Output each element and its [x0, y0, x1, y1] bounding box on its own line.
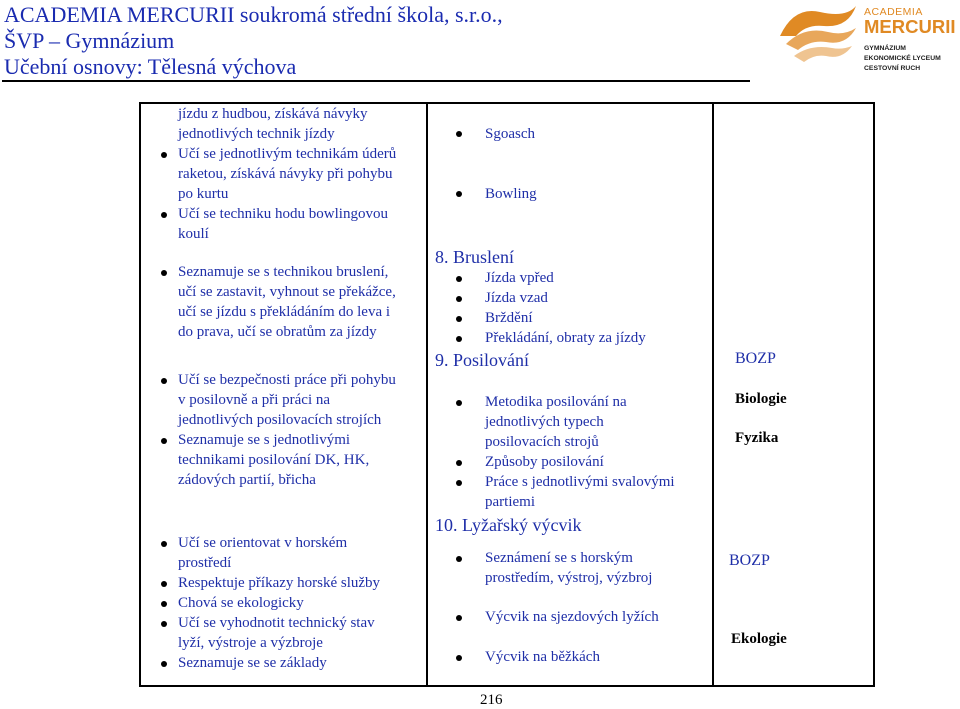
logo-sub-3: CESTOVNÍ RUCH	[864, 65, 921, 72]
bullet-icon	[456, 655, 462, 661]
outcome-line: Učí se jednotlivým technikám úderů	[178, 146, 397, 162]
bullet-icon	[161, 212, 167, 218]
outcome-line: učí se jízdu s překládáním do leva i	[178, 304, 391, 320]
bullet-icon	[456, 336, 462, 342]
topic-item: Způsoby posilování	[485, 454, 604, 470]
topic-item: Sgoasch	[485, 126, 535, 142]
topic-item-cont: partiemi	[485, 494, 535, 510]
outcome-line: Učí se techniku hodu bowlingovou	[178, 206, 388, 222]
bullet-icon	[456, 131, 462, 137]
outcomes-cell	[140, 103, 427, 686]
link-fyzika: Fyzika	[735, 430, 779, 446]
outcome-line: Seznamuje se s jednotlivými	[178, 432, 351, 448]
bullet-icon	[456, 480, 462, 486]
outcomes-column	[141, 104, 426, 685]
outcome-line: Učí se bezpečnosti práce při pohybu	[178, 372, 396, 388]
bullet-icon	[456, 276, 462, 282]
bullet-icon	[456, 400, 462, 406]
page-number: 216	[480, 692, 503, 708]
outcome-line: Chová se ekologicky	[178, 595, 304, 611]
content-column	[428, 104, 712, 685]
topic-item-cont: posilovacích strojů	[485, 434, 599, 450]
mercury-emblem-icon	[776, 2, 860, 74]
topic-item: Výcvik na sjezdových lyžích	[485, 609, 659, 625]
topic-item: Jízda vpřed	[485, 270, 554, 286]
section-title-posilovani: 9. Posilování	[435, 350, 530, 370]
outcome-line: raketou, získává návyky při pohybu	[178, 166, 393, 182]
outcome-line: jízdu z hudbou, získává návyky	[178, 106, 368, 122]
bullet-icon	[161, 581, 167, 587]
outcome-line: Seznamuje se s technikou bruslení,	[178, 264, 389, 280]
topic-item: Překládání, obraty za jízdy	[485, 330, 646, 346]
links-column	[714, 104, 873, 685]
bullet-icon	[456, 556, 462, 562]
link-biologie: Biologie	[735, 391, 787, 407]
links-cell	[713, 103, 874, 686]
outcome-line: učí se zastavit, vyhnout se překážce,	[178, 284, 396, 300]
bullet-icon	[161, 438, 167, 444]
section-title-lyzarsky: 10. Lyžařský výcvik	[435, 515, 582, 535]
bullet-icon	[161, 378, 167, 384]
outcome-line: Učí se vyhodnotit technický stav	[178, 615, 375, 631]
bullet-icon	[161, 601, 167, 607]
bullet-icon	[161, 661, 167, 667]
outcome-line: v posilovně a při práci na	[178, 392, 331, 408]
bullet-icon	[456, 460, 462, 466]
topic-item-cont: jednotlivých typech	[485, 414, 604, 430]
outcome-line: do prava, učí se obratům za jízdy	[178, 324, 377, 340]
outcome-line: zádových partií, břicha	[178, 472, 316, 488]
section-title-bruslen: 8. Bruslení	[435, 247, 514, 267]
topic-item: Práce s jednotlivými svalovými	[485, 474, 675, 490]
curriculum-table	[139, 102, 875, 687]
bullet-icon	[456, 191, 462, 197]
bullet-icon	[161, 152, 167, 158]
topic-item: Brždění	[485, 310, 533, 326]
bullet-icon	[456, 316, 462, 322]
link-ekologie: Ekologie	[731, 631, 787, 647]
topic-item-cont: prostředím, výstroj, výzbroj	[485, 570, 653, 586]
topic-item: Seznámení se s horským	[485, 550, 633, 566]
outcome-line: prostředí	[178, 555, 232, 571]
outcome-line: technikami posilování DK, HK,	[178, 452, 370, 468]
outcome-line: Učí se orientovat v horském	[178, 535, 348, 551]
topic-item: Metodika posilování na	[485, 394, 627, 410]
bullet-icon	[161, 541, 167, 547]
bullet-icon	[161, 621, 167, 627]
content-cell	[427, 103, 713, 686]
outcome-line: jednotlivých technik jízdy	[178, 126, 335, 142]
logo-brand-main: MERCURII	[864, 16, 956, 37]
bullet-icon	[456, 615, 462, 621]
outcome-line: jednotlivých posilovacích strojích	[178, 412, 382, 428]
topic-item: Výcvik na běžkách	[485, 649, 600, 665]
logo-brand-top: ACADEMIA	[864, 6, 923, 18]
topic-item: Bowling	[485, 186, 537, 202]
bullet-icon	[456, 296, 462, 302]
outcome-line: lyží, výstroje a výzbroje	[178, 635, 323, 651]
outcome-line: koulí	[178, 226, 209, 242]
logo-sub-2: EKONOMICKÉ LYCEUM	[864, 55, 941, 62]
bullet-icon	[161, 270, 167, 276]
academia-mercurii-logo	[776, 2, 960, 76]
header-line-3: Učební osnovy: Tělesná výchova	[4, 54, 297, 79]
outcome-line: po kurtu	[178, 186, 229, 202]
link-bozp: BOZP	[729, 552, 770, 569]
topic-item: Jízda vzad	[485, 290, 548, 306]
outcome-line: Seznamuje se se základy	[178, 655, 327, 671]
link-bozp: BOZP	[735, 350, 776, 367]
header-rule	[2, 80, 750, 82]
logo-sub-1: GYMNÁZIUM	[864, 45, 906, 52]
header-line-2: ŠVP – Gymnázium	[4, 28, 175, 53]
outcome-line: Respektuje příkazy horské služby	[178, 575, 381, 591]
header-line-1: ACADEMIA MERCURII soukromá střední škola, s.r.o.,	[4, 2, 503, 27]
